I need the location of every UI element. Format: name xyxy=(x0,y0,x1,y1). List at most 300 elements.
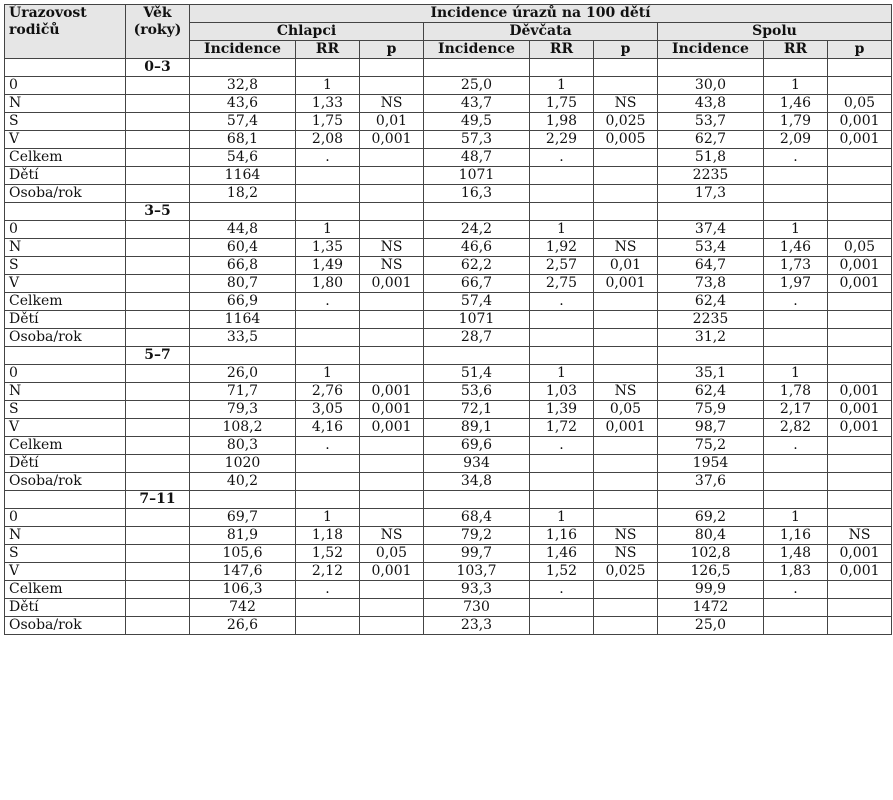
value-cell: 0,001 xyxy=(360,401,424,419)
empty-cell xyxy=(126,185,190,203)
value-cell xyxy=(764,311,828,329)
value-cell: 1,73 xyxy=(764,257,828,275)
header-age: Věk (roky) xyxy=(126,5,190,59)
empty-cell xyxy=(5,347,126,365)
value-cell: 1 xyxy=(296,365,360,383)
value-cell xyxy=(360,581,424,599)
value-cell: 1 xyxy=(296,77,360,95)
header-sub-rr: RR xyxy=(296,41,360,59)
row-label: Celkem xyxy=(5,581,126,599)
value-cell: 1,75 xyxy=(296,113,360,131)
value-cell xyxy=(828,365,892,383)
value-cell: 1 xyxy=(530,77,594,95)
row-label: Osoba/rok xyxy=(5,617,126,635)
value-cell: 57,4 xyxy=(424,293,530,311)
value-cell: 2,57 xyxy=(530,257,594,275)
value-cell: 2235 xyxy=(658,167,764,185)
value-cell: 81,9 xyxy=(190,527,296,545)
empty-cell xyxy=(126,473,190,491)
value-cell: 730 xyxy=(424,599,530,617)
value-cell xyxy=(296,311,360,329)
empty-cell xyxy=(190,491,296,509)
value-cell xyxy=(594,473,658,491)
empty-cell xyxy=(658,59,764,77)
value-cell xyxy=(594,599,658,617)
empty-cell xyxy=(360,203,424,221)
value-cell: 64,7 xyxy=(658,257,764,275)
value-cell xyxy=(594,455,658,473)
value-cell xyxy=(594,311,658,329)
value-cell: 98,7 xyxy=(658,419,764,437)
value-cell: 43,7 xyxy=(424,95,530,113)
value-cell: 1,16 xyxy=(530,527,594,545)
row-label: 0 xyxy=(5,509,126,527)
row-label: V xyxy=(5,563,126,581)
value-cell xyxy=(594,185,658,203)
value-cell xyxy=(594,365,658,383)
value-cell xyxy=(296,455,360,473)
value-cell: 93,3 xyxy=(424,581,530,599)
value-cell: 1472 xyxy=(658,599,764,617)
value-cell: 2,75 xyxy=(530,275,594,293)
header-sub-p: p xyxy=(360,41,424,59)
value-cell: 66,8 xyxy=(190,257,296,275)
empty-cell xyxy=(764,203,828,221)
value-cell: 75,9 xyxy=(658,401,764,419)
age-group-label: 0–3 xyxy=(126,59,190,77)
age-section-row xyxy=(5,59,892,77)
injury-incidence-table xyxy=(4,4,892,635)
value-cell: . xyxy=(764,149,828,167)
value-cell: 0,01 xyxy=(360,113,424,131)
value-cell xyxy=(530,311,594,329)
value-cell xyxy=(594,293,658,311)
empty-cell xyxy=(594,59,658,77)
table-row xyxy=(5,95,892,113)
empty-cell xyxy=(126,383,190,401)
value-cell: 53,6 xyxy=(424,383,530,401)
value-cell xyxy=(360,455,424,473)
empty-cell xyxy=(424,491,530,509)
empty-cell xyxy=(296,347,360,365)
row-label: 0 xyxy=(5,221,126,239)
row-label: S xyxy=(5,113,126,131)
value-cell: 1,97 xyxy=(764,275,828,293)
value-cell xyxy=(360,599,424,617)
value-cell: 66,9 xyxy=(190,293,296,311)
table-row xyxy=(5,365,892,383)
value-cell: 1 xyxy=(296,509,360,527)
header-sub-incidence: Incidence xyxy=(190,41,296,59)
row-label: Osoba/rok xyxy=(5,185,126,203)
row-label: S xyxy=(5,545,126,563)
value-cell: 46,6 xyxy=(424,239,530,257)
value-cell: 51,4 xyxy=(424,365,530,383)
value-cell: . xyxy=(764,437,828,455)
value-cell: 1 xyxy=(530,509,594,527)
value-cell: 1,48 xyxy=(764,545,828,563)
row-label: N xyxy=(5,383,126,401)
value-cell: 72,1 xyxy=(424,401,530,419)
value-cell: 25,0 xyxy=(658,617,764,635)
value-cell xyxy=(530,329,594,347)
value-cell xyxy=(828,581,892,599)
value-cell: 49,5 xyxy=(424,113,530,131)
value-cell xyxy=(828,455,892,473)
value-cell: 742 xyxy=(190,599,296,617)
value-cell: 80,7 xyxy=(190,275,296,293)
value-cell xyxy=(360,221,424,239)
row-label: Celkem xyxy=(5,437,126,455)
value-cell: 23,3 xyxy=(424,617,530,635)
empty-cell xyxy=(658,347,764,365)
value-cell: NS xyxy=(360,95,424,113)
empty-cell xyxy=(126,545,190,563)
value-cell: 0,05 xyxy=(594,401,658,419)
value-cell: 1,80 xyxy=(296,275,360,293)
value-cell: 1,18 xyxy=(296,527,360,545)
value-cell: 0,005 xyxy=(594,131,658,149)
value-cell: 0,05 xyxy=(828,239,892,257)
value-cell: 0,025 xyxy=(594,113,658,131)
row-label: 0 xyxy=(5,77,126,95)
value-cell xyxy=(764,617,828,635)
value-cell: 62,2 xyxy=(424,257,530,275)
value-cell: . xyxy=(530,581,594,599)
header-sub-rr: RR xyxy=(530,41,594,59)
table-row xyxy=(5,563,892,581)
table-row xyxy=(5,419,892,437)
empty-cell xyxy=(764,491,828,509)
value-cell: 103,7 xyxy=(424,563,530,581)
table-row xyxy=(5,149,892,167)
value-cell: 126,5 xyxy=(658,563,764,581)
header-group-girls: Děvčata xyxy=(424,23,658,41)
value-cell xyxy=(828,599,892,617)
row-label: Osoba/rok xyxy=(5,473,126,491)
empty-cell xyxy=(594,347,658,365)
value-cell: 1,52 xyxy=(296,545,360,563)
empty-cell xyxy=(126,509,190,527)
value-cell: 37,6 xyxy=(658,473,764,491)
value-cell: 105,6 xyxy=(190,545,296,563)
value-cell xyxy=(296,473,360,491)
empty-cell xyxy=(296,59,360,77)
value-cell xyxy=(530,473,594,491)
value-cell: 1 xyxy=(764,509,828,527)
empty-cell xyxy=(126,113,190,131)
value-cell: 53,4 xyxy=(658,239,764,257)
value-cell: 2,29 xyxy=(530,131,594,149)
value-cell: 1,46 xyxy=(764,239,828,257)
empty-cell xyxy=(828,203,892,221)
value-cell: . xyxy=(530,149,594,167)
empty-cell xyxy=(530,203,594,221)
value-cell: 0,001 xyxy=(594,419,658,437)
value-cell xyxy=(828,149,892,167)
value-cell xyxy=(296,185,360,203)
header-parent-injury: Úrazovost rodičů xyxy=(5,5,126,59)
row-label: Dětí xyxy=(5,311,126,329)
empty-cell xyxy=(126,401,190,419)
header-incidence-super: Incidence úrazů na 100 dětí xyxy=(190,5,892,23)
value-cell xyxy=(764,185,828,203)
value-cell: 1020 xyxy=(190,455,296,473)
value-cell xyxy=(530,185,594,203)
empty-cell xyxy=(594,491,658,509)
empty-cell xyxy=(126,293,190,311)
empty-cell xyxy=(360,59,424,77)
age-group-label: 7–11 xyxy=(126,491,190,509)
value-cell: 1071 xyxy=(424,167,530,185)
table-row xyxy=(5,527,892,545)
empty-cell xyxy=(126,581,190,599)
value-cell xyxy=(764,599,828,617)
age-section-row xyxy=(5,347,892,365)
value-cell xyxy=(360,77,424,95)
value-cell: 0,001 xyxy=(828,257,892,275)
value-cell: 1,75 xyxy=(530,95,594,113)
empty-cell xyxy=(190,203,296,221)
empty-cell xyxy=(530,347,594,365)
value-cell: 0,001 xyxy=(594,275,658,293)
value-cell: 1071 xyxy=(424,311,530,329)
value-cell: 1,39 xyxy=(530,401,594,419)
value-cell xyxy=(360,311,424,329)
value-cell: 25,0 xyxy=(424,77,530,95)
value-cell: 60,4 xyxy=(190,239,296,257)
value-cell xyxy=(360,617,424,635)
row-label: N xyxy=(5,239,126,257)
value-cell: 106,3 xyxy=(190,581,296,599)
value-cell: NS xyxy=(594,545,658,563)
value-cell: 0,001 xyxy=(360,383,424,401)
value-cell: 33,5 xyxy=(190,329,296,347)
table-row xyxy=(5,455,892,473)
value-cell: 43,8 xyxy=(658,95,764,113)
value-cell xyxy=(296,329,360,347)
header-sub-p: p xyxy=(828,41,892,59)
empty-cell xyxy=(126,419,190,437)
empty-cell xyxy=(126,329,190,347)
value-cell: 75,2 xyxy=(658,437,764,455)
row-label: Osoba/rok xyxy=(5,329,126,347)
value-cell: 1 xyxy=(530,221,594,239)
value-cell: 69,2 xyxy=(658,509,764,527)
value-cell: 1 xyxy=(764,77,828,95)
value-cell xyxy=(828,221,892,239)
header-group-total: Spolu xyxy=(658,23,892,41)
value-cell: 68,4 xyxy=(424,509,530,527)
value-cell xyxy=(594,329,658,347)
table-row xyxy=(5,581,892,599)
value-cell: 43,6 xyxy=(190,95,296,113)
value-cell: 40,2 xyxy=(190,473,296,491)
value-cell: 57,4 xyxy=(190,113,296,131)
header-sub-p: p xyxy=(594,41,658,59)
value-cell: 30,0 xyxy=(658,77,764,95)
table-row xyxy=(5,239,892,257)
value-cell: 51,8 xyxy=(658,149,764,167)
empty-cell xyxy=(5,491,126,509)
empty-cell xyxy=(126,617,190,635)
value-cell xyxy=(828,437,892,455)
value-cell: . xyxy=(296,581,360,599)
value-cell: 69,6 xyxy=(424,437,530,455)
value-cell: 79,3 xyxy=(190,401,296,419)
empty-cell xyxy=(126,563,190,581)
age-group-label: 5–7 xyxy=(126,347,190,365)
age-section-row xyxy=(5,203,892,221)
value-cell xyxy=(828,473,892,491)
value-cell: 0,001 xyxy=(828,545,892,563)
value-cell xyxy=(828,293,892,311)
value-cell xyxy=(360,473,424,491)
value-cell xyxy=(828,509,892,527)
empty-cell xyxy=(296,491,360,509)
value-cell: 0,001 xyxy=(828,419,892,437)
value-cell xyxy=(764,167,828,185)
value-cell: 1,72 xyxy=(530,419,594,437)
value-cell xyxy=(594,437,658,455)
table-row xyxy=(5,437,892,455)
value-cell: 26,6 xyxy=(190,617,296,635)
value-cell xyxy=(828,311,892,329)
value-cell xyxy=(360,329,424,347)
header-sub-incidence: Incidence xyxy=(424,41,530,59)
empty-cell xyxy=(5,203,126,221)
empty-cell xyxy=(658,491,764,509)
value-cell: 0,001 xyxy=(360,563,424,581)
table-row xyxy=(5,221,892,239)
value-cell: 1,52 xyxy=(530,563,594,581)
table-body xyxy=(5,59,892,635)
value-cell: 934 xyxy=(424,455,530,473)
empty-cell xyxy=(126,365,190,383)
value-cell: 68,1 xyxy=(190,131,296,149)
empty-cell xyxy=(658,203,764,221)
value-cell: 62,4 xyxy=(658,383,764,401)
value-cell: 28,7 xyxy=(424,329,530,347)
table-row xyxy=(5,329,892,347)
value-cell: 53,7 xyxy=(658,113,764,131)
value-cell: . xyxy=(296,293,360,311)
row-label: S xyxy=(5,257,126,275)
row-label: 0 xyxy=(5,365,126,383)
value-cell xyxy=(360,293,424,311)
value-cell: 2,09 xyxy=(764,131,828,149)
value-cell: 1,98 xyxy=(530,113,594,131)
empty-cell xyxy=(126,149,190,167)
empty-cell xyxy=(126,167,190,185)
value-cell: 147,6 xyxy=(190,563,296,581)
value-cell: NS xyxy=(594,239,658,257)
empty-cell xyxy=(126,95,190,113)
empty-cell xyxy=(594,203,658,221)
value-cell: 0,001 xyxy=(828,383,892,401)
empty-cell xyxy=(126,221,190,239)
header-group-boys: Chlapci xyxy=(190,23,424,41)
empty-cell xyxy=(764,347,828,365)
value-cell: 44,8 xyxy=(190,221,296,239)
value-cell: 89,1 xyxy=(424,419,530,437)
value-cell xyxy=(828,167,892,185)
empty-cell xyxy=(296,203,360,221)
table-row xyxy=(5,77,892,95)
value-cell: 1 xyxy=(764,221,828,239)
value-cell: NS xyxy=(360,257,424,275)
value-cell: 108,2 xyxy=(190,419,296,437)
value-cell: 0,001 xyxy=(828,275,892,293)
value-cell xyxy=(594,77,658,95)
value-cell: 66,7 xyxy=(424,275,530,293)
empty-cell xyxy=(828,59,892,77)
value-cell: 1,35 xyxy=(296,239,360,257)
row-label: Celkem xyxy=(5,293,126,311)
empty-cell xyxy=(764,59,828,77)
value-cell xyxy=(828,329,892,347)
header-sub-rr: RR xyxy=(764,41,828,59)
value-cell: 1954 xyxy=(658,455,764,473)
value-cell xyxy=(828,77,892,95)
table-row xyxy=(5,599,892,617)
value-cell: 35,1 xyxy=(658,365,764,383)
table-row xyxy=(5,275,892,293)
row-label: N xyxy=(5,95,126,113)
value-cell: 24,2 xyxy=(424,221,530,239)
value-cell: 4,16 xyxy=(296,419,360,437)
value-cell: 1,46 xyxy=(530,545,594,563)
empty-cell xyxy=(126,131,190,149)
row-label: Dětí xyxy=(5,599,126,617)
value-cell: 1,78 xyxy=(764,383,828,401)
value-cell: 34,8 xyxy=(424,473,530,491)
value-cell: 1,92 xyxy=(530,239,594,257)
empty-cell xyxy=(360,491,424,509)
value-cell: 1 xyxy=(530,365,594,383)
value-cell xyxy=(360,365,424,383)
value-cell: 1164 xyxy=(190,167,296,185)
empty-cell xyxy=(126,239,190,257)
value-cell: . xyxy=(530,293,594,311)
empty-cell xyxy=(126,311,190,329)
value-cell: 57,3 xyxy=(424,131,530,149)
value-cell xyxy=(296,599,360,617)
value-cell: 99,7 xyxy=(424,545,530,563)
row-label: N xyxy=(5,527,126,545)
table-row xyxy=(5,113,892,131)
value-cell: 2235 xyxy=(658,311,764,329)
value-cell: 0,001 xyxy=(828,113,892,131)
empty-cell xyxy=(360,347,424,365)
value-cell xyxy=(594,221,658,239)
value-cell xyxy=(296,167,360,185)
value-cell: 48,7 xyxy=(424,149,530,167)
table-row xyxy=(5,167,892,185)
value-cell: 1,16 xyxy=(764,527,828,545)
value-cell: . xyxy=(530,437,594,455)
value-cell: 1,03 xyxy=(530,383,594,401)
value-cell: 80,4 xyxy=(658,527,764,545)
table-row xyxy=(5,617,892,635)
row-label: Celkem xyxy=(5,149,126,167)
value-cell xyxy=(360,167,424,185)
value-cell xyxy=(594,581,658,599)
empty-cell xyxy=(126,257,190,275)
empty-cell xyxy=(424,203,530,221)
value-cell xyxy=(530,617,594,635)
table-row xyxy=(5,383,892,401)
